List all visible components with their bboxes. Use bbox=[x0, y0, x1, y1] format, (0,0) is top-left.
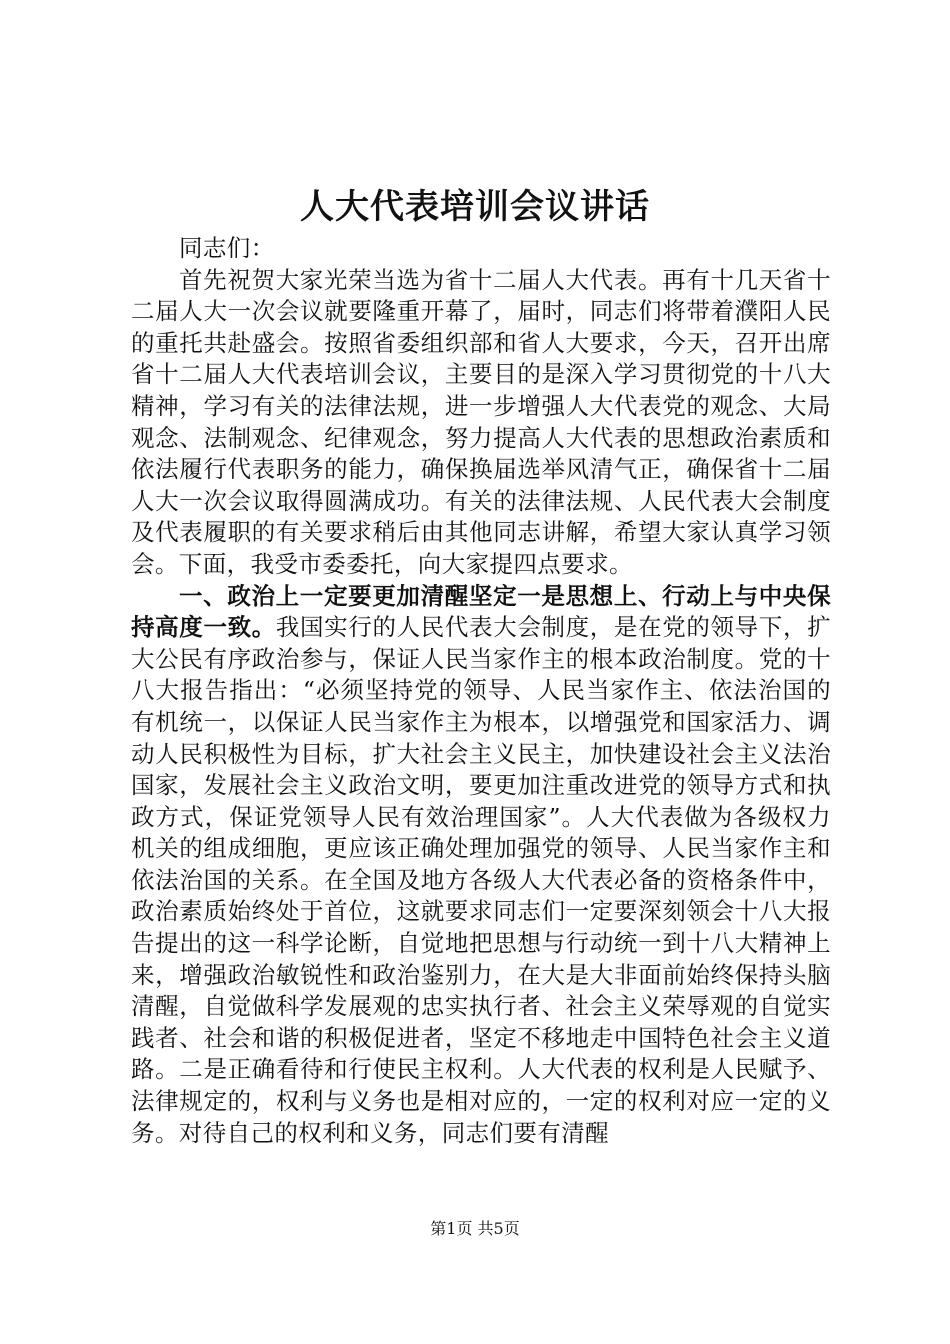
section-1-body: 我国实行的人民代表大会制度，是在党的领导下，扩大公民有序政治参与，保证人民当家作主的根本政治制度。党的十八大报告指出：“必须坚持党的领导、人民当家作主、依法治国的有机统一，以保证人民当家作主为根本，以增强党和国家活力、调动人民积极性为目标，扩大社会主义民主，加快建设社会主义法治国家，发展社会主义政治文明，要更加注重改进党的领导方式和执政方式，保证党领导人民有效治理国家”。人大代表做为各级权力机关的组成细胞，更应该正确处理加强党的领导、人民当家作主和依法治国的关系。在全国及地方各级人大代表必备的资格条件中，政治素质始终处于首位，这就要求同志们一定要深刻领会十八大报告提出的这一科学论断，自觉地把思想与行动统一到十八大精神上来，增强政治敏锐性和政治鉴别力，在大是大非面前始终保持头脑清醒，自觉做科学发展观的忠实执行者、社会主义荣辱观的自觉实践者、社会和谐的积极促进者，坚定不移地走中国特色社会主义道路。二是正确看待和行使民主权利。人大代表的权利是人民赋予、法律规定的，权利与义务也是相对应的，一定的权利对应一定的义务。对待自己的权利和义务，同志们要有清醒 bbox=[131, 613, 832, 1147]
document-body bbox=[131, 233, 831, 1149]
salutation: 同志们： bbox=[179, 234, 275, 262]
paragraph-section-1 bbox=[131, 581, 831, 1150]
paragraph-intro: 首先祝贺大家光荣当选为省十二届人大代表。再有十几天省十二届人大一次会议就要隆重开幕了，届时，同志们将带着濮阳人民的重托共赴盛会。按照省委组织部和省人大要求，今天，召开出席省十二届人大代表培训会议，主要目的是深入学习贯彻党的十八大精神，学习有关的法律法规，进一步增强人大代表党的观念、大局观念、法制观念、纪律观念，努力提高人大代表的思想政治素质和依法履行代表职务的能力，确保换届选举风清气正，确保省十二届人大一次会议取得圆满成功。有关的法律法规、人民代表大会制度及代表履职的有关要求稍后由其他同志讲解，希望大家认真学习领会。下面，我受市委委托，向大家提四点要求。 bbox=[131, 265, 831, 578]
page-number-footer: 第1页 共5页 bbox=[430, 1219, 520, 1238]
document-title: 人大代表培训会议讲话 bbox=[300, 187, 650, 227]
section-1-heading: 一、政治上一定要更加清醒坚定一是思想上、行动上与中央保持高度一致。 bbox=[131, 581, 831, 642]
